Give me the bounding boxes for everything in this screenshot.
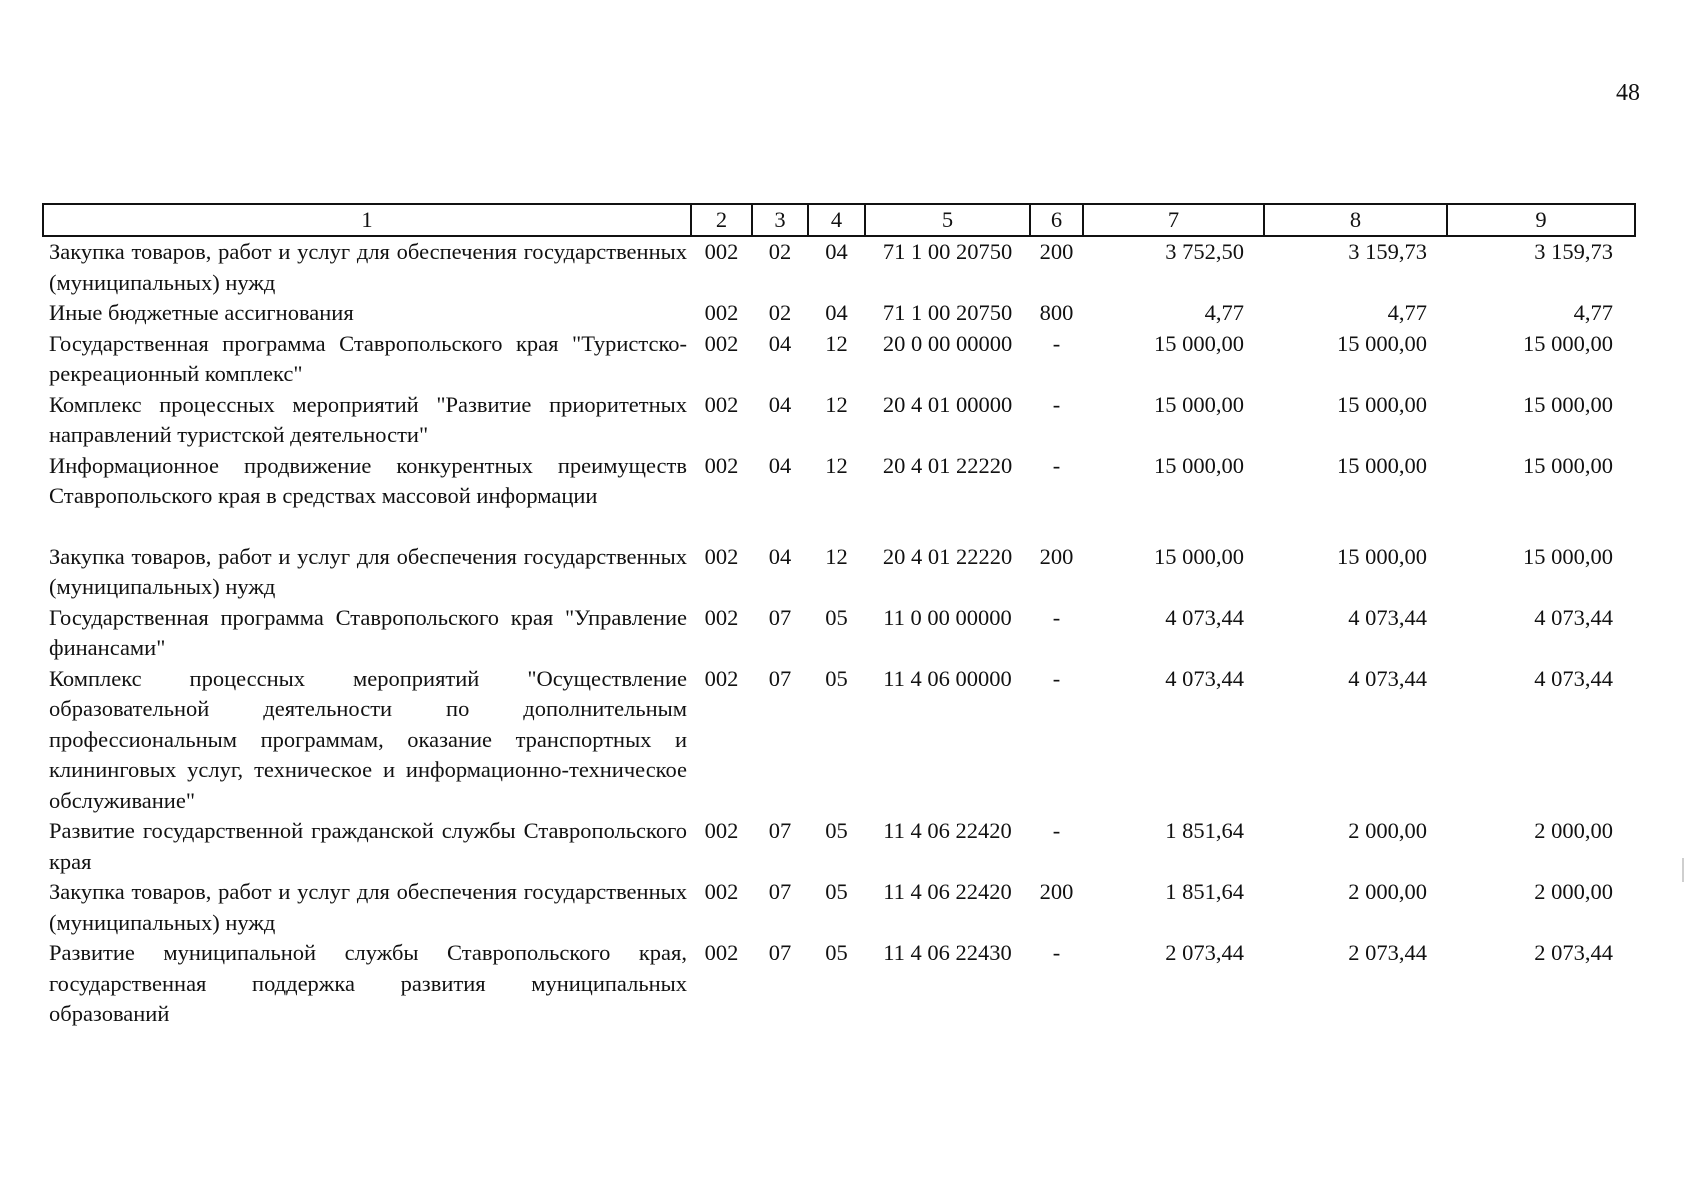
row-code-4: 05 (825, 879, 848, 904)
row-code-4: 12 (825, 452, 848, 478)
row-amount-7: 4 073,44 (1165, 604, 1244, 630)
spacer-row (43, 512, 1635, 542)
row-name: Иные бюджетные ассигнования (49, 300, 354, 325)
spacer-cell (43, 512, 1635, 542)
column-header-7: 7 (1083, 204, 1264, 236)
row-code-2: 002 (704, 879, 739, 904)
row-amount-9: 15 000,00 (1523, 543, 1613, 569)
column-header-6: 6 (1030, 204, 1083, 236)
row-code-4: 05 (825, 665, 848, 691)
budget-table (42, 203, 1636, 1030)
scan-artifact (1682, 858, 1684, 882)
row-code-3: 07 (768, 818, 792, 843)
row-amount-8: 4 073,44 (1348, 665, 1427, 691)
row-code-5: 20 4 01 22220 (882, 452, 1013, 478)
row-code-5: 11 4 06 22430 (883, 940, 1012, 965)
row-code-5: 71 1 00 20750 (882, 239, 1013, 264)
column-header-4: 4 (808, 204, 865, 236)
row-code-3: 04 (768, 391, 792, 417)
row-code-4: 12 (825, 330, 848, 356)
row-amount-7: 3 752,50 (1165, 239, 1244, 264)
table-row (43, 390, 1635, 451)
row-amount-7: 1 851,64 (1165, 879, 1244, 904)
row-name: Комплекс процессных мероприятий "Осуществление образовательной деятельности по дополнительным профессиональным программам, оказание транспортных и клининговых услуг, техническое и информационно-техническое обслуживание" (49, 665, 687, 813)
row-code-2: 002 (704, 543, 739, 569)
row-code-5: 20 0 00 00000 (882, 330, 1013, 356)
row-name: Государственная программа Ставропольского края "Управление финансами" (49, 604, 687, 660)
table-header (43, 204, 1635, 236)
row-code-4: 04 (825, 239, 848, 264)
row-code-3: 04 (768, 452, 792, 478)
row-code-6: - (1052, 604, 1061, 630)
row-name: Закупка товаров, работ и услуг для обеспечения государственных (муниципальных) нужд (49, 879, 687, 935)
row-code-2: 002 (704, 452, 739, 478)
row-code-6: 200 (1039, 543, 1074, 569)
row-code-2: 002 (704, 330, 739, 356)
row-code-2: 002 (704, 391, 739, 417)
row-amount-7: 4,77 (1204, 300, 1244, 325)
row-code-6: - (1052, 391, 1061, 417)
row-amount-8: 15 000,00 (1337, 452, 1427, 478)
row-code-6: - (1052, 818, 1061, 843)
row-code-2: 002 (704, 665, 739, 691)
row-code-3: 07 (768, 940, 792, 965)
row-amount-8: 2 000,00 (1348, 818, 1427, 843)
row-code-3: 04 (768, 543, 792, 569)
row-amount-9: 15 000,00 (1523, 452, 1613, 478)
row-code-6: 200 (1039, 879, 1074, 904)
column-header-8: 8 (1264, 204, 1447, 236)
row-amount-9: 15 000,00 (1523, 391, 1613, 417)
row-code-3: 02 (768, 300, 792, 325)
row-amount-8: 15 000,00 (1337, 391, 1427, 417)
row-amount-7: 15 000,00 (1154, 391, 1244, 417)
table-row (43, 664, 1635, 817)
row-amount-9: 2 000,00 (1534, 879, 1613, 904)
row-code-5: 11 4 06 22420 (883, 818, 1012, 843)
row-code-6: - (1052, 665, 1061, 691)
row-name: Информационное продвижение конкурентных преимуществ Ставропольского края в средствах массовой информации (49, 452, 687, 508)
table-row (43, 542, 1635, 603)
row-code-2: 002 (704, 818, 739, 843)
row-amount-9: 4 073,44 (1534, 604, 1613, 630)
row-amount-7: 1 851,64 (1165, 818, 1244, 843)
row-code-2: 002 (704, 239, 739, 264)
row-name: Закупка товаров, работ и услуг для обеспечения государственных (муниципальных) нужд (49, 239, 687, 295)
table-row (43, 298, 1635, 329)
row-code-3: 07 (768, 665, 792, 691)
row-amount-8: 4,77 (1387, 300, 1427, 325)
table-row (43, 236, 1635, 298)
row-name: Развитие муниципальной службы Ставропольского края, государственная поддержка развития муниципальных образований (49, 940, 687, 1026)
row-code-5: 11 4 06 22420 (883, 879, 1012, 904)
row-amount-9: 15 000,00 (1523, 330, 1613, 356)
row-amount-9: 3 159,73 (1534, 239, 1613, 264)
row-code-3: 02 (768, 239, 792, 264)
table-row (43, 603, 1635, 664)
row-code-5: 11 0 00 00000 (883, 604, 1012, 630)
row-code-4: 12 (825, 391, 848, 417)
row-code-5: 11 4 06 00000 (883, 665, 1012, 691)
row-amount-7: 4 073,44 (1165, 665, 1244, 691)
row-code-2: 002 (704, 940, 739, 965)
row-name: Развитие государственной гражданской службы Ставропольского края (49, 818, 687, 874)
row-code-5: 20 4 01 00000 (882, 391, 1013, 417)
column-header-1: 1 (43, 204, 691, 236)
row-code-5: 20 4 01 22220 (882, 543, 1013, 569)
row-code-3: 04 (768, 330, 792, 356)
row-code-3: 07 (768, 604, 792, 630)
row-amount-9: 4 073,44 (1534, 665, 1613, 691)
page-number: 48 (1616, 80, 1640, 106)
table-row (43, 451, 1635, 512)
table-row (43, 938, 1635, 1030)
row-amount-9: 2 000,00 (1534, 818, 1613, 843)
row-amount-9: 4,77 (1573, 300, 1613, 325)
row-code-2: 002 (704, 604, 739, 630)
row-code-2: 002 (704, 300, 739, 325)
row-amount-7: 15 000,00 (1154, 543, 1244, 569)
row-amount-8: 15 000,00 (1337, 543, 1427, 569)
row-name: Государственная программа Ставропольского края "Туристско-рекреационный комплекс" (49, 330, 687, 386)
header-row (43, 204, 1635, 236)
row-amount-8: 4 073,44 (1348, 604, 1427, 630)
row-code-4: 04 (825, 300, 848, 325)
row-code-6: 800 (1039, 300, 1074, 325)
row-amount-8: 3 159,73 (1348, 239, 1427, 264)
row-code-6: - (1052, 940, 1061, 965)
row-code-6: 200 (1039, 239, 1074, 264)
row-name: Закупка товаров, работ и услуг для обеспечения государственных (муниципальных) нужд (49, 543, 687, 599)
table-row (43, 877, 1635, 938)
row-code-6: - (1052, 452, 1061, 478)
column-header-5: 5 (865, 204, 1030, 236)
column-header-2: 2 (691, 204, 752, 236)
column-header-3: 3 (752, 204, 808, 236)
row-amount-8: 15 000,00 (1337, 330, 1427, 356)
column-header-9: 9 (1447, 204, 1635, 236)
row-code-4: 12 (825, 543, 848, 569)
row-amount-9: 2 073,44 (1534, 940, 1613, 965)
table-row (43, 329, 1635, 390)
row-code-4: 05 (825, 940, 848, 965)
row-code-6: - (1052, 330, 1061, 356)
row-amount-7: 2 073,44 (1165, 940, 1244, 965)
row-code-5: 71 1 00 20750 (882, 300, 1013, 325)
row-code-3: 07 (768, 879, 792, 904)
row-code-4: 05 (825, 604, 848, 630)
row-amount-7: 15 000,00 (1154, 452, 1244, 478)
row-code-4: 05 (825, 818, 848, 843)
row-amount-8: 2 073,44 (1348, 940, 1427, 965)
table-body (43, 236, 1635, 1030)
table-row (43, 816, 1635, 877)
row-amount-8: 2 000,00 (1348, 879, 1427, 904)
row-name: Комплекс процессных мероприятий "Развитие приоритетных направлений туристской деятельности" (49, 391, 687, 447)
row-amount-7: 15 000,00 (1154, 330, 1244, 356)
